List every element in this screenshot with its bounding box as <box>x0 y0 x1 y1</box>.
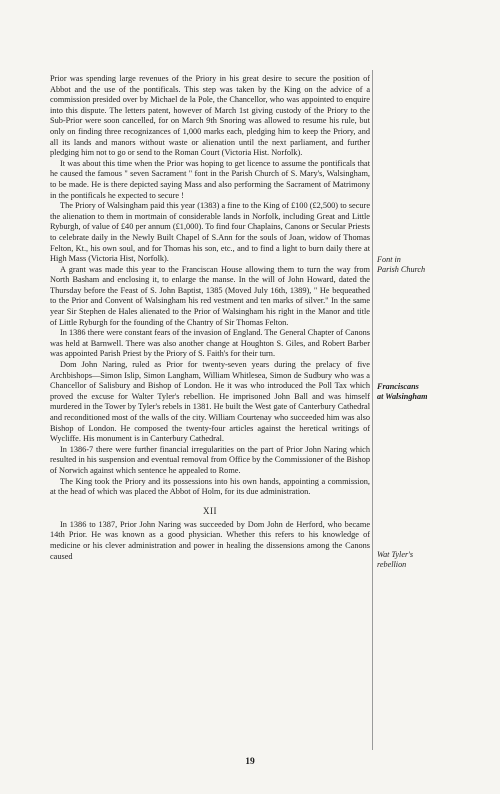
page-number: 19 <box>245 757 255 767</box>
paragraph: In 1386 to 1387, Prior John Naring was succeeded by Dom John de Herford, who became 14th Prior. He was known as a good physician. Whether this refers to his knowledge of medicine or his clever administration and power in healing the dissensions among the Canons caused <box>50 519 370 561</box>
paragraph: A grant was made this year to the Franciscan House allowing them to turn the way from North Basham and enclosing it, to enlarge the manse. In the will of John Howard, dated the Thursday before the Feast of S. John Baptist, 1385 (Moved July 16th, 1389), " He bequeathed to the Prior and Convent of Walsingham his red vestment and ten marks of silver." In the same year Sir Stephen de Hales alienated to the Prior of Walsingham his right in the Manor and title of Little Ryburgh for the founding of the Chantry of Sir Thomas Felton. <box>50 264 370 327</box>
paragraph: It was about this time when the Prior was hoping to get licence to assume the pontificals that he caused the famous " seven Sacrament " font in the Parish Church of S. Mary's, Walsingham, to be made. He is there depicted saying Mass and also performing the Sacrament of Matrimony in the pontificals he expected to secure ! <box>50 158 370 200</box>
paragraph: Prior was spending large revenues of the Priory in his great desire to secure the position of Abbot and the use of the pontificals. This step was taken by the King on the advice of a commission presided over by Michael de la Pole, the Chancellor, who was appointed to enquire into this dispute. The letters patent, however of March 1st giving custody of the Priory to the Sub-Prior were soon cancelled, for on March 9th Snoring was allowed to resume his rule, but only on finding three recognizances of 1,000 marks each, pledging him to keep the Priory, and all its lands and manors without waste or alienation until the next parliament, and further pledging him not to go or send to the Roman Court (Victoria Hist. Norfolk). <box>50 74 370 158</box>
paragraph: In 1386-7 there were further financial irregularities on the part of Prior John Naring which resulted in his suspension and eventual removal from Office by the Commissioner of the Bishop of Norwich against which sentence he appealed to Rome. <box>50 444 370 475</box>
body-text <box>50 74 370 562</box>
paragraph: The Priory of Walsingham paid this year (1383) a fine to the King of £100 (£2,500) to secure the alienation to them in mortmain of considerable lands in Norfolk, including Great and Little Ryburgh, of value of £40 per annum (£1,000). To find four Chaplains, Canons or Secular Priests to celebrate daily in the Newly Built Chapel of S.Ann for the souls of Joan, widow of Thomas Felton, Kt., his own soul, and for Thomas his son, etc., and to find a light to burn daily there at High Mass (Victoria Hist, Norfolk). <box>50 201 370 264</box>
paragraph: The King took the Priory and its possessions into his own hands, appointing a commission, at the head of which was placed the Abbot of Holm, for its due administration. <box>50 476 370 497</box>
margin-rule <box>372 70 373 750</box>
margin-note-font: Font in Parish Church <box>377 255 426 274</box>
paragraph: Dom John Naring, ruled as Prior for twenty-seven years during the prelacy of five Archbishops—Simon Islip, Simon Langham, William Whitlesea, Simon de Sudbury who was a Chancellor of Salisbury and Bishop of London. He it was who introduced the Poll Tax which proved the excuse for Walter Tyler's rebellion. He imprisoned John Ball and was himself murdered in the Tower by Tyler's rebels in 1381. He built the West gate of Canterbury Cathedral and reconditioned most of the walls of the city. William Courtenay who succeeded him was also Bishop of London. He composed the twenty-four articles against the heretical writings of Wycliffe. His monument is in Canterbury Cathedral. <box>50 360 370 444</box>
margin-note-tyler: Wat Tyler's rebellion <box>377 550 414 569</box>
paragraph: In 1386 there were constant fears of the invasion of England. The General Chapter of Canons was held at Barnwell. There was also another change at Houghton S. Giles, and Robert Barber was appointed Parish Priest by the Priory of S. Faith's for their turn. <box>50 328 370 359</box>
section-heading: XII <box>203 505 217 516</box>
margin-note-franciscans: Franciscans at Walsingham <box>377 382 428 401</box>
